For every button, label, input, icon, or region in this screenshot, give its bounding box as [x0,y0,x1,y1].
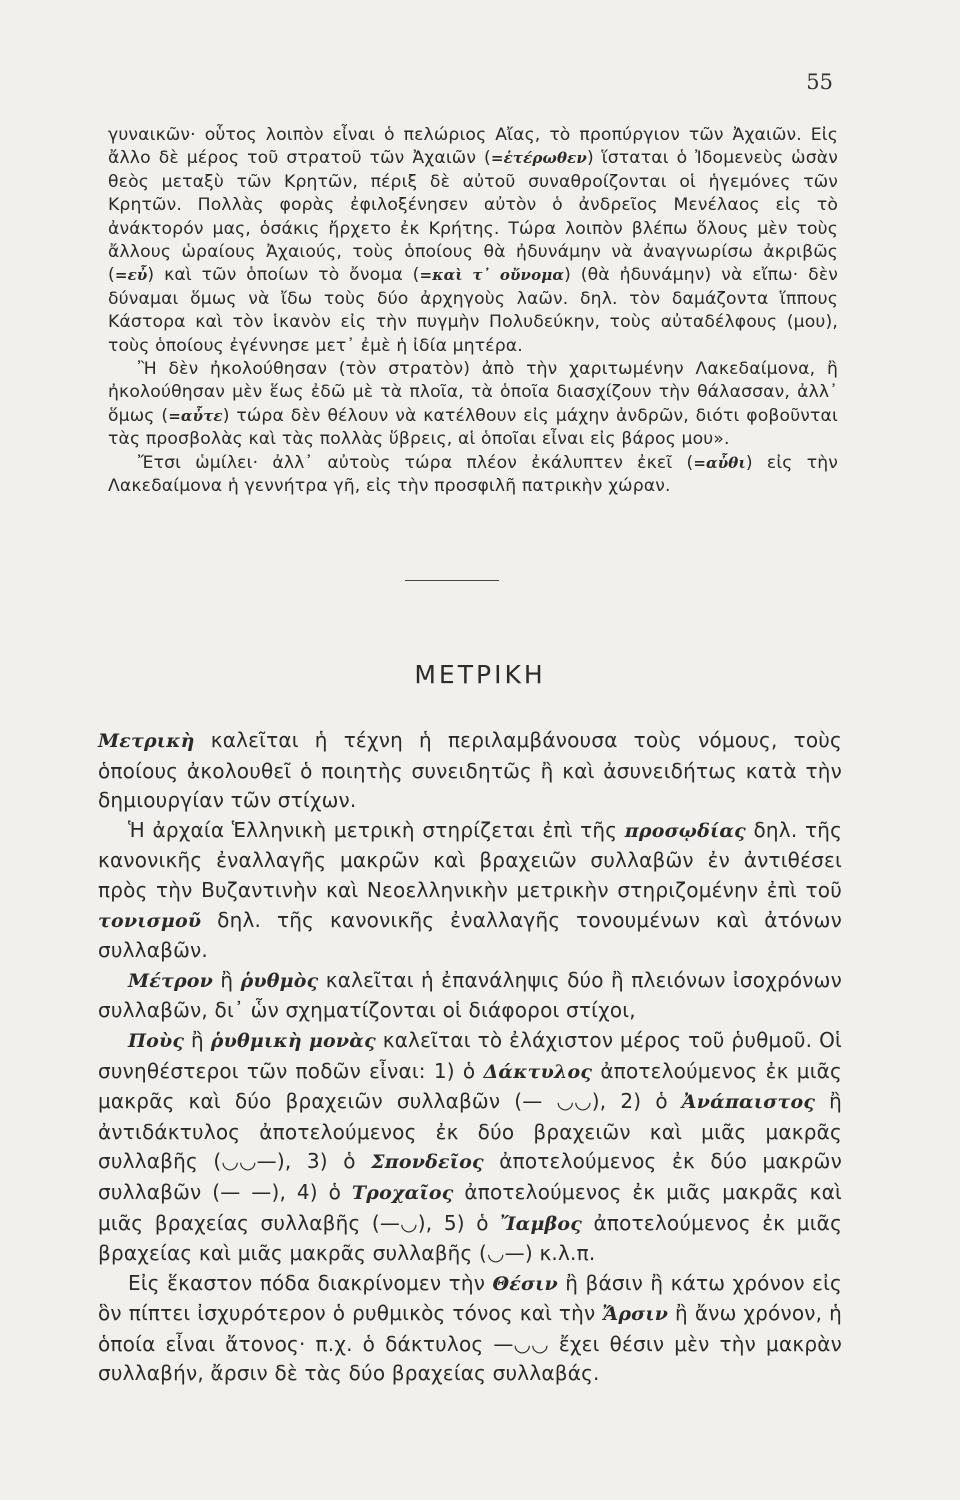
text-run: ἢ [184,1027,211,1052]
emphasized-term: ῥυθμὸς [240,969,319,992]
paragraph [98,1026,842,1269]
paragraph [98,726,842,816]
emphasized-term: Ποὺς [128,1029,185,1052]
text-run: ) ἵσταται ὁ Ἰδομενεὺς ὡσὰν θεὸς μεταξὺ τῶν Κρητῶν, πέριξ δὲ αὐτοῦ συναθροίζονται οἱ ἡγεμόνες τῶν Κρητῶν. Πολλὰς φορὰς ἐφιλοξένησεν αὐτὸν ὁ ἀνδρεῖος Μενέλαος εἰς τὸ ἀνάκτορόν μας, ὁσάκις ἤρχετο ἐκ Κρήτης. Τώρα λοιπὸν βλέπω ὅλους μὲν τοὺς ἄλλους ὡραίους Ἀχαιούς, τοὺς ὁποίους θὰ ἠδυνάμην νὰ ἀναγνωρίσω ἀκριβῶς ( [108,148,838,286]
paragraph [98,816,842,966]
text-run: δηλ. τῆς κανονικῆς ἐναλλαγῆς μακρῶν καὶ βραχειῶν συλλαβῶν ἐν ἀντιθέσει πρὸς τὴν Βυζαντινὴν καὶ Νεοελληνικὴν μετρικὴν στηριζομένην ἐπὶ τοῦ [98,817,843,902]
inline-gloss: =αὖτε [168,406,223,425]
paragraph [98,966,842,1026]
emphasized-term: Ἴαμβος [500,1212,583,1235]
paragraph [108,358,838,452]
emphasized-term: Μέτρον [128,969,214,992]
emphasized-term: Ἀνάπαιστος [681,1091,816,1114]
section-divider [405,580,499,581]
text-run: Ἡ ἀρχαία Ἑλληνικὴ μετρικὴ στηρίζεται ἐπὶ τῆς [128,817,625,842]
text-run: ἢ ἀντιδάκτυλος ἀποτελούμενος ἐκ δύο βραχειῶν καὶ μιᾶς μακρᾶς συλλαβῆς (◡◡—), 3) ὁ [98,1089,843,1174]
text-run: ἀποτελούμενος ἐκ μιᾶς βραχείας καὶ μιᾶς μακρᾶς συλλαβῆς (◡—) κ.λ.π. [98,1210,843,1266]
text-run: ἢ ἄνω χρόνον, ἡ ὁποία εἶναι ἄτονος· π.χ. ὁ δάκτυλος —◡◡ ἔχει θέσιν μὲν τὴν μακρὰν συλλαβήν, ἄρσιν δὲ τὰς δύο βραχείας συλλαβάς. [98,1301,843,1386]
emphasized-term: Τροχαῖος [351,1181,454,1204]
text-run: ἀποτελούμενος ἐκ μιᾶς μακρᾶς καὶ μιᾶς βραχείας συλλαβῆς (—◡), 5) ὁ [98,1179,842,1235]
page-number: 55 [806,70,833,94]
emphasized-term: Ἄρσιν [602,1303,669,1326]
inline-gloss: =εὖ [114,266,148,285]
paragraph [98,1269,842,1389]
inline-gloss: =καὶ τ᾿ οὔνομα [419,266,565,285]
lower-text-block [98,726,842,1389]
text-run: ἀποτελούμενος ἐκ δύο μακρῶν συλλαβῶν (— —), 4) ὁ [98,1149,843,1204]
paragraph [108,124,838,358]
emphasized-term: προσῳδίας [624,819,746,842]
text-run: καλεῖται ἡ ἐπανάληψις δύο ἢ πλειόνων ἰσοχρόνων συλλαβῶν, δι᾿ ὧν σχηματίζονται οἱ διάφοροι στίχοι, [98,967,842,1023]
emphasized-term: Δάκτυλος [483,1060,593,1083]
text-run: ) καὶ τῶν ὁποίων τὸ ὄνομα ( [147,265,420,286]
text-run: ) (θὰ ἠδυνάμην) νὰ εἴπω· δὲν δύναμαι ὅμως νὰ ἴδω τοὺς δύο ἀρχηγοὺς λαῶν. δηλ. τὸν δαμάζοντα ἵππους Κάστορα καὶ τὸν ἱκανὸν εἰς τὴν πυγμὴν Πολυδεύκην, τοὺς αὐταδέλφους (μου), τοὺς ὁποίους ἐγέννησε μετ᾿ ἐμὲ ἡ ἰδία μητέρα. [108,265,839,356]
text-run: καλεῖται ἡ τέχνη ἡ περιλαμβάνουσα τοὺς νόμους, τοὺς ὁποίους ἀκολουθεῖ ὁ ποιητὴς συνειδητῶς ἢ καὶ ἀσυνειδήτως κατὰ τὴν δημιουργίαν τῶν στίχων. [98,728,842,813]
text-run: Ἢ δὲν ἠκολούθησαν (τὸν στρατὸν) ἀπὸ τὴν χαριτωμένην Λακεδαίμονα, ἢ ἠκολούθησαν μὲν ἕως ἐδῶ μὲ τὰ πλοῖα, τὰ ὁποῖα διασχίζουν τὴν θάλασσαν, ἀλλ᾿ ὅμως ( [108,359,838,426]
emphasized-term: Θέσιν [492,1272,558,1295]
text-run: ἢ βάσιν ἢ κάτω χρόνον εἰς ὃν πίπτει ἰσχυρότερον ὁ ρυθμικὸς τόνος καὶ τὴν [98,1270,842,1326]
inline-gloss: =ἑτέρωθεν [490,149,587,168]
text-run: δηλ. τῆς κανονικῆς ἐναλλαγῆς τονουμένων καὶ ἀτόνων συλλαβῶν. [98,907,842,963]
inline-gloss: =αὖθι [693,453,746,472]
text-run: Εἰς ἕκαστον πόδα διακρίνομεν τὴν [128,1270,493,1295]
text-run: καλεῖται τὸ ἐλάχιστον μέρος τοῦ ῥυθμοῦ. Οἱ συνηθέστεροι τῶν ποδῶν εἶναι: 1) ὁ [98,1027,842,1083]
text-run: γυναικῶν· οὗτος λοιπὸν εἶναι ὁ πελώριος Αἴας, τὸ προπύργιον τῶν Ἀχαιῶν. Εἰς ἄλλο δὲ μέρος τοῦ στρατοῦ τῶν Ἀχαιῶν ( [108,125,838,169]
text-run: ἢ [213,967,241,992]
emphasized-term: τονισμοῦ [98,909,202,932]
text-run: ) εἰς τὴν Λακεδαίμονα ἡ γεννήτρα γῆ, εἰς τὴν προσφιλῆ πατρικὴν χώραν. [108,452,838,497]
emphasized-term: Σπονδεῖος [371,1151,484,1174]
text-run: ) τώρα δὲν θέλουν νὰ κατέλθουν εἰς μάχην ἀνδρῶν, διότι φοβοῦνται τὰς προσβολὰς καὶ τὰς πολλὰς ὕβρεις, αἱ ὁποῖαι εἶναι εἰς βάρος μου». [108,405,838,450]
emphasized-term: Μετρικὴ [98,730,195,752]
section-title: ΜΕΤΡΙΚΗ [414,660,546,689]
text-run: Ἔτσι ὡμίλει· ἀλλ᾿ αὐτοὺς τώρα πλέον ἐκάλυπτεν ἐκεῖ ( [138,452,694,473]
text-run: ἀποτελούμενος ἐκ μιᾶς μακρᾶς καὶ δύο βραχειῶν συλλαβῶν (— ◡◡), 2) ὁ [98,1058,842,1114]
paragraph [108,452,838,499]
upper-text-block [108,124,838,499]
emphasized-term: ῥυθμικὴ μονὰς [210,1029,376,1052]
